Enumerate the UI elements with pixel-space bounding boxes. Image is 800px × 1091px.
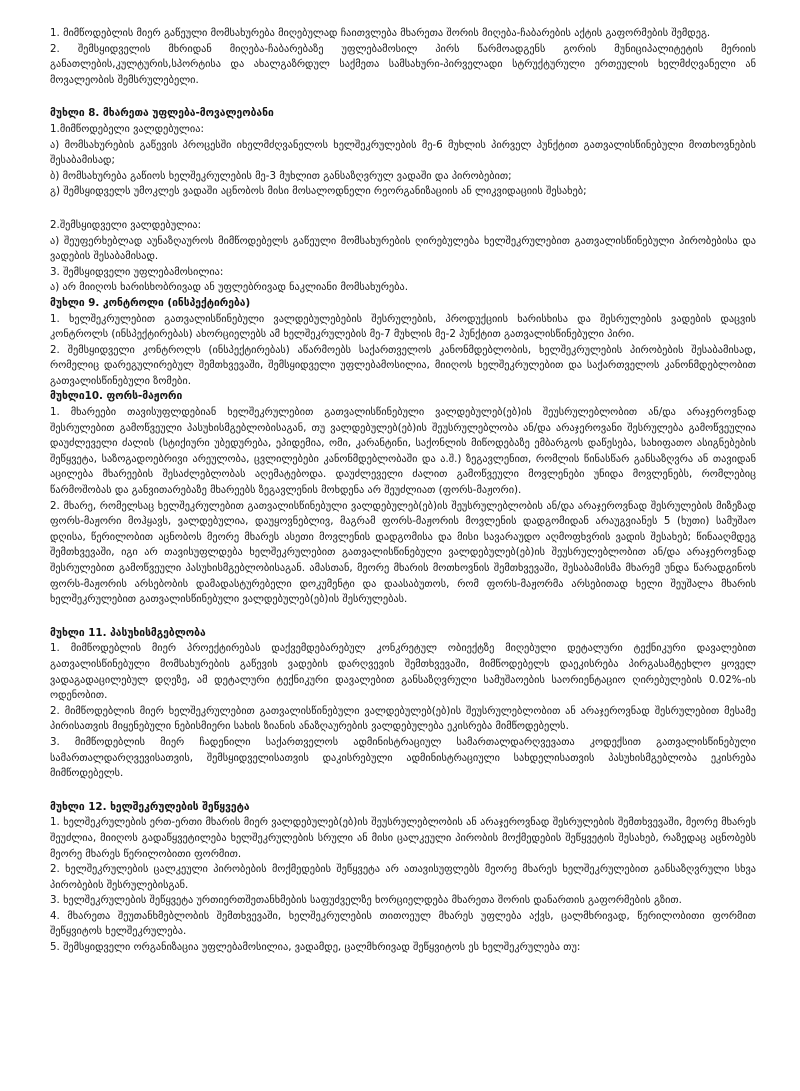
paragraph: 3. ხელშეკრულების შეწყვეტა ურთიერთშეთანხმების საფუძველზე ხორციელდება მხარეთა შორის დანართის გაფორმების გზით. xyxy=(50,894,682,907)
paragraph: 2.შემსყიდველი ვალდებულია: xyxy=(50,218,202,231)
paragraph: 3. მიმწოდებლის მიერ ჩადენილი საქართველოს ადმინისტრაციულ სამართალდარღვევათა კოდექსით გათვალისწინებული სამართალდარღვევისათვის, შემსყიდველისათვის დაკისრებული ადმინისტრაციული სახდელისათვის პასუხისმგებლობა ეკისრება მიმწოდებელს. xyxy=(50,735,756,780)
paragraph: 2. მიმწოდებლის მიერ ხელშეკრულებით გათვალისწინებული ვალდებულებ(ებ)ის შეუსრულებლობით ან არაჯეროვნად შესრულებით მესამე პირისათვის მიყენებული ნებისმიერი სახის ზიანის ანაზღაურების ვალდებულება ეკისრება მიმწოდებელს. xyxy=(50,704,756,733)
paragraph: 2. ხელშეკრულების ცალკეული პირობების მოქმედების შეწყვეტა არ ათავისუფლებს მეორე მხარეს ხელშეკრულებით განსაზღვრული სხვა პირობების შესრულებისგან. xyxy=(50,863,756,891)
spacer xyxy=(50,608,756,626)
paragraph: 1. ხელშეკრულების ერთ-ერთი მხარის მიერ ვალდებულებ(ებ)ის შეუსრულებლობის ან არაჯეროვნად შესრულების შემთხვევაში, მეორე მხარეს შეუძლია, მიიღოს გადაწყვეტილება ხელშეკრულების სრული ან მისი ცალკეული პირობის მოქმედების შეწყვეტის შესახებ, რაზედაც აცნობებს მეორე მხარეს წერილობითი ფორმით. xyxy=(50,816,756,860)
spacer xyxy=(50,200,756,218)
spacer xyxy=(50,88,756,106)
paragraph: 1. მხარეები თავისუფლდებიან ხელშეკრულებით გათვალისწინებული ვალდებულებ(ებ)ის შეუსრულებლობით ან/და არაჯეროვნად შესრულებით გამოწვეული პასუხისმგებლობისაგან, თუ ვალდებულებ(ებ)ის შეუსრულებლობა ან/და არაჯეროვანი შესრულება გამოწვეულია დაუძლეველი ძალის (სტიქიური უბედურება, ეპიდემია, ომი, კარანტინი, საქონლის მიწოდებაზე ემბარგოს დაწესება, სახიფათო ასიგნებების შეწყვეტა, საზოგადოებრივი არეულობა, ცვლილებები კანონმდებლობაში და ა.შ.) ზეგავლენით, რომლის წინასწარ განსაზღვრა ან თავიდან აცილება მხარეების შესაძლებლობას აღემატებოდა. დაუძლეველი ძალით გამოწვეული მოვლენები უნიდა მოვლენებს, რომლებიც წარმოშობას და განვითარებაზე მხარეებს ზეგავლენის მოხდენა არ შეუძლიათ (ფორს-მაჟორი). xyxy=(50,406,756,497)
paragraph: გ) შემსყიდველს უმოკლეს ვადაში აცნობოს მისი მოსალოდნელი რეორგანიზაციის ან ლიკვიდაციის შესახებ; xyxy=(50,185,587,198)
paragraph: ბ) მომსახურება გაწიოს ხელშეკრულების მე-3 მუხლით განსაზღვრულ ვადაში და პირობებით; xyxy=(50,169,512,182)
section-heading: მუხლი 11. პასუხისმგებლობა xyxy=(50,626,206,639)
section-heading: მუხლი10. ფორს-მაჟორი xyxy=(50,390,183,403)
paragraph: 5. შემსყიდველი ორგანიზაცია უფლებამოსილია, ვადამდე, ცალმხრივად შეწყვიტოს ეს ხელშეკრულება თუ: xyxy=(50,941,581,954)
paragraph: 2. შემსყიდველის მხრიდან მიღება-ჩაბარებაზე უფლებამოსილ პირს წარმოადგენს გორის მუნიციპალიტეტის მერიის განათლების,კულტურის,სპორტისა და ახალგაზრდულ საქმეთა სამსახური-პირველადი სტრუქტურული ერთეულის ხელმძღვანელი ან მოვალეობის შემსრულებელი. xyxy=(50,42,756,86)
paragraph: 1. ხელშეკრულებით გათვალისწინებული ვალდებულებების შესრულების, პროდუქციის ხარისხისა და შესრულების ვადების დაცვის კონტროლს (ინსპექტირებას) ახორციელებს ამ ხელშეკრულების მე-7 მუხლის მე-2 პუნქტით გათვალისწინებული პირი. xyxy=(50,312,756,341)
paragraph: ა) მომსახურების გაწევის პროცესში იხელმძღვანელოს ხელშეკრულების მე-6 მუხლის პირველ პუნქტით გათვალისწინებული მოთხოვნების შესაბამისად; xyxy=(50,138,756,167)
paragraph: ა) არ მიიღოს ხარისხობრივად ან უფლებრივად ნაკლიანი მომსახურება. xyxy=(50,281,408,294)
document-body xyxy=(50,26,756,956)
section-heading: მუხლი 12. ხელშეკრულების შეწყვეტა xyxy=(50,800,250,813)
paragraph: 2. შემსყიდველი კონტროლს (ინსპექტირებას) აწარმოებს საქართველოს კანონმდებლობის, ხელშეკრულების პირობების შესაბამისად, რომელიც დარეგულირებულ შემთხვევაში, შემსყიდველი უფლებამოსილია, მიიღოს ხელშეკრულებით და საქართველოს კანონმდებლობით გათვალისწინებული ზომები. xyxy=(50,343,756,387)
section-heading: მუხლი 8. მხარეთა უფლება-მოვალეობანი xyxy=(50,107,274,120)
paragraph: 1.მიმწოდებელი ვალდებულია: xyxy=(50,122,204,135)
paragraph: 2. მხარე, რომელსაც ხელშეკრულებით გათვალისწინებული ვალდებულებ(ებ)ის შეუსრულებლობის ან/და არაჯეროვნად შესრულების მიზეზად ფორს-მაჟორი მოჰყავს, ვალდებულია, დაუყოვნებლივ, მაგრამ ფორს-მაჟორის მოვლენის დადგომიდან არაუგვიანეს 5 (ხუთი) სამუშაო დღისა, წერილობით აცნობოს მეორე მხარეს ასეთი მოვლენის დადგომისა და მისი სავარაუდო აღმოფხვრის ვადის შესახებ; წინააღმდეგ შემთხვევაში, იგი არ თავისუფლდება ხელშეკრულებით გათვალისწინებული ვალდებულებ(ებ)ის შეუსრულებლობით ან/და არაჯეროვნად შესრულებით გამოწვეული პასუხისმგებლობისაგან. ამასთან, მეორე მხარის მოთხოვნის შემთხვევაში, შესაბამისმა მხარემ უნდა წარადგინოს ფორს-მაჟორის არსებობის დამადასტურებელი დოკუმენტი და დაასაბუთოს, რომ ფორს-მაჟორმა არსებითად ხელი შეუშალა მხარის ხელშეკრულებით გათვალისწინებული ვალდებულებ(ებ)ის შესრულებას. xyxy=(50,499,756,606)
paragraph: 1. მიმწოდებლის მიერ პროექტირებას დაქვემდებარებულ კონკრეტულ ობიექტზე მიღებული დეტალური ტექნიკური დავალებით გათვალისწინებული მომსახურების გაწევის ვადების დარღვევის შემთხვევაში, მიმწოდებელს დაეკისრება პირგასამტეხლო ყოველ ვადაგადაცილებულ დღეზე, ამ დეტალური ტექნიკური დავალებით განსაზღვრული სამუშაოების საორიენტაციო ღირებულების 0.02%-ის ოდენობით. xyxy=(50,642,756,702)
paragraph: 1. მიმწოდებლის მიერ გაწეული მომსახურება მიღებულად ჩაითვლება მხარეთა შორის მიღება-ჩაბარების აქტის გაფორმების შემდეგ. xyxy=(50,27,711,39)
section-heading: მუხლი 9. კონტროლი (ინსპექტირება) xyxy=(50,296,251,309)
spacer xyxy=(50,782,756,800)
paragraph: 3. შემსყიდველი უფლებამოსილია: xyxy=(50,265,224,278)
paragraph: ა) შეუფერხებლად აუნაზღაუროს მიმწოდებელს გაწეული მომსახურების ღირებულება ხელშეკრულებით გათვალისწინებული პირობებისა და ვადების შესაბამისად. xyxy=(50,234,756,263)
paragraph: 4. მხარეთა შეუთანხმებლობის შემთხვევაში, ხელშეკრულების თითოეულ მხარეს უფლება აქვს, ცალმხრივად, წერილობითი ფორმით შეწყვიტოს ხელშეკრულება. xyxy=(50,909,756,938)
